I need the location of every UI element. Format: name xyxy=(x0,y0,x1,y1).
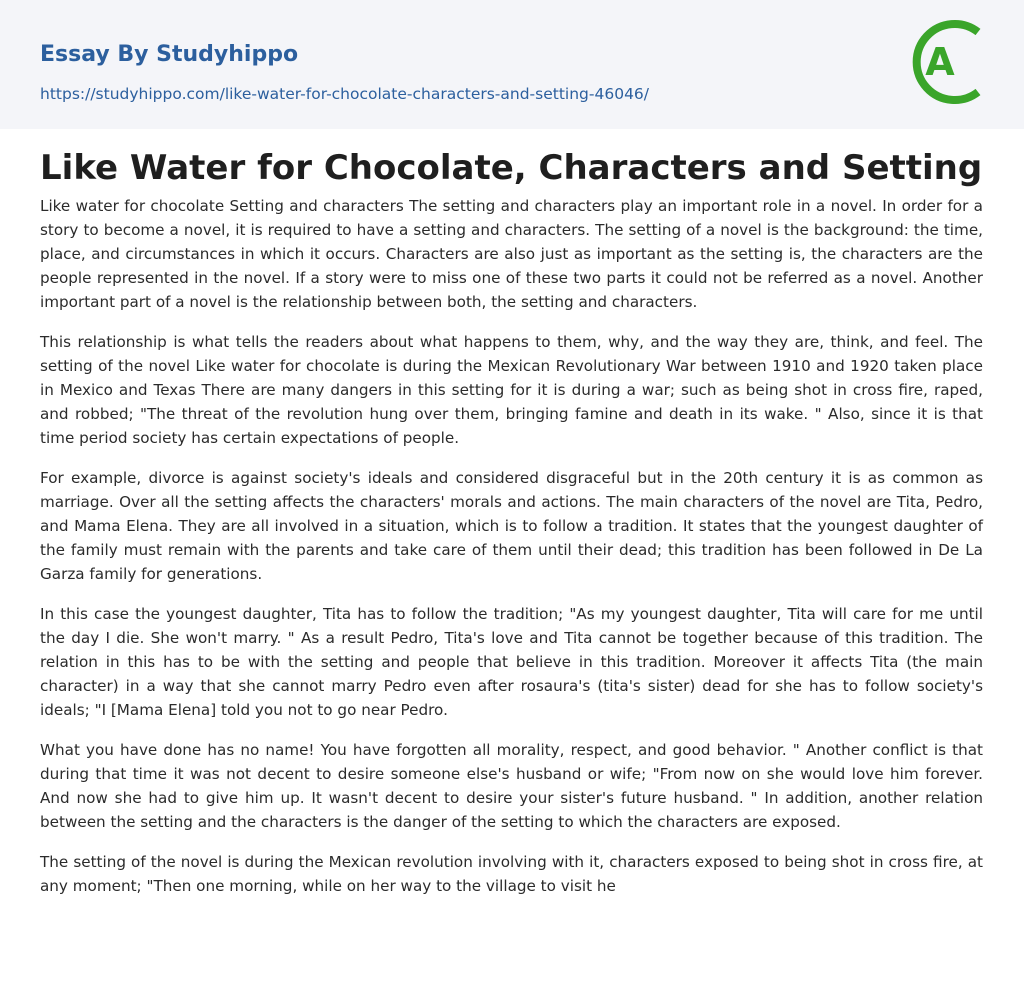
paragraph: For example, divorce is against society's ideals and considered disgraceful but in the 20th century it is as common as marriage. Over all the setting affects the characters' morals and actions. The main characters of the novel are Tita, Pedro, and Mama Elena. They are all involved in a situation, which is to follow a tradition. It states that the youngest daughter of the family must remain with the parents and take care of them until their dead; this tradition has been followed in De La Garza family for generations. xyxy=(40,469,983,583)
paragraph: Like water for chocolate Setting and characters The setting and characters play an important role in a novel. In order for a story to become a novel, it is required to have a setting and characters. The setting of a novel is the background: the time, place, and circumstances in which it occurs. Characters are also just as important as the setting is, the characters are the people represented in the novel. If a story were to miss one of these two parts it could not be referred as a novel. Another important part of a novel is the relationship between both, the setting and characters. xyxy=(40,197,983,311)
site-header xyxy=(0,0,1024,129)
paragraph: What you have done has no name! You have forgotten all morality, respect, and good behavior. " Another conflict is that during that time it was not decent to desire someone else's husband or wife; "From now on she would love him forever. And now she had to give him up. It wasn't decent to desire your sister's future husband. " In addition, another relation between the setting and the characters is the danger of the setting to which the characters are exposed. xyxy=(40,741,983,831)
page-title: Like Water for Chocolate, Characters and Setting xyxy=(40,148,983,188)
paragraph: The setting of the novel is during the Mexican revolution involving with it, characters exposed to being shot in cross fire, at any moment; "Then one morning, while on her way to the village to visit he xyxy=(40,853,983,895)
studyhippo-logo-icon[interactable] xyxy=(912,19,988,105)
source-url-link[interactable]: https://studyhippo.com/like-water-for-chocolate-characters-and-setting-46046/ xyxy=(40,85,650,103)
article-body xyxy=(40,194,983,914)
paragraph: This relationship is what tells the readers about what happens to them, why, and the way they are, think, and feel. The setting of the novel Like water for chocolate is during the Mexican Revolutionary War between 1910 and 1920 taken place in Mexico and Texas There are many dangers in this setting for it is during a war; such as being shot in cross fire, raped, and robbed; "The threat of the revolution hung over them, bringing famine and death in its wake. " Also, since it is that time period society has certain expectations of people. xyxy=(40,333,983,447)
logo-letter: A xyxy=(925,40,955,84)
paragraph: In this case the youngest daughter, Tita has to follow the tradition; "As my youngest daughter, Tita will care for me until the day I die. She won't marry. " As a result Pedro, Tita's love and Tita cannot be together because of this tradition. The relation in this has to be with the setting and people that believe in this tradition. Moreover it affects Tita (the main character) in a way that she cannot marry Pedro even after rosaura's (tita's sister) dead for she has to follow society's ideals; "I [Mama Elena] told you not to go near Pedro. xyxy=(40,605,983,719)
brand-title: Essay By Studyhippo xyxy=(40,42,299,67)
